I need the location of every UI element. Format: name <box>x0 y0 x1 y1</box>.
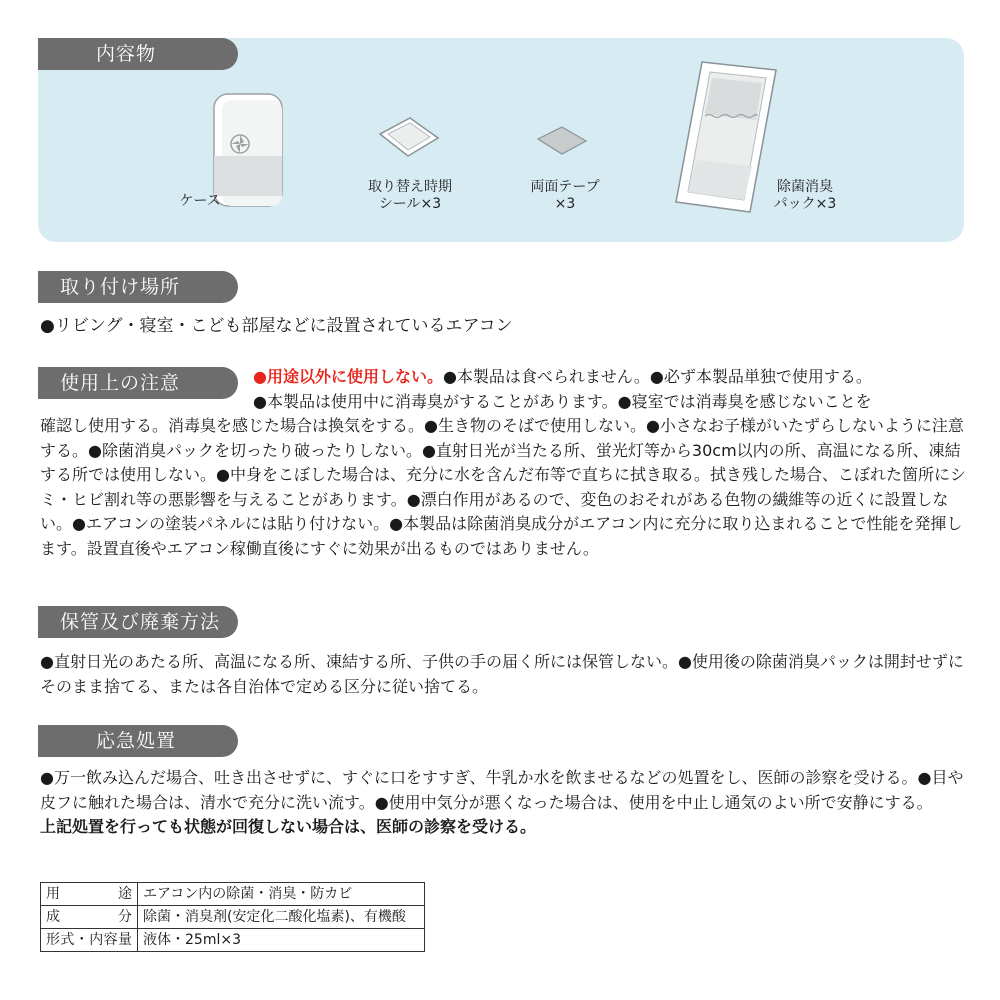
spec-value: エアコン内の除菌・消臭・防カビ <box>138 883 425 906</box>
caution-line1: ●本製品は食べられません。●必ず本製品単独で使用する。 <box>442 367 872 386</box>
item-label-tape: 両面テープ ×3 <box>530 179 600 212</box>
tape-icon <box>534 123 590 159</box>
spec-key: 成分 <box>41 906 138 929</box>
storage-title: 保管及び廃棄方法 <box>38 606 238 638</box>
caution-text <box>40 365 970 561</box>
table-row <box>41 906 425 929</box>
placement-text: ●リビング・寝室・こども部屋などに設置されているエアコン <box>40 316 513 336</box>
item-label-sticker: 取り替え時期 シール×3 <box>368 179 452 212</box>
sticker-icon <box>376 112 442 162</box>
storage-text: ●直射日光のあたる所、高温になる所、凍結する所、子供の手の届く所には保管しない。●使用後の除菌消臭パックは開封せずにそのまま捨てる、または各自治体で定める区分に従い捨てる。 <box>40 652 964 696</box>
table-row <box>41 883 425 906</box>
emergency-body: ●万一飲み込んだ場合、吐き出させずに、すぐに口をすすぎ、牛乳か水を飲ませるなどの処置をし、医師の診察を受ける。●目や皮フに触れた場合は、清水で充分に洗い流す。●使用中気分が悪くなった場合は、使用を中止し通気のよい所で安静にする。 <box>40 768 964 812</box>
emergency-title: 応急処置 <box>38 725 238 757</box>
placement-title: 取り付け場所 <box>38 271 238 303</box>
caution-body: 確認し使用する。消毒臭を感じた場合は換気をする。●生き物のそばで使用しない。●小さなお子様がいたずらしないように注意する。●除菌消臭パックを切ったり破ったりしない。●直射日光が当たる所、蛍光灯等から30cm以内の所、高温になる所、凍結する所では使用しない。●中身をこぼした場合は、充分に水を含んだ布等で直ちに拭き取る。拭き残した場合、こぼれた箇所にシミ・ヒビ割れ等の悪影響を与えることがあります。●漂白作用があるので、変色のおそれがある色物の繊維等の近くに設置しない。●エアコンの塗装パネルには貼り付けない。●本製品は除菌消臭成分がエアコン内に充分に取り込まれることで性能を発揮します。設置直後やエアコン稼働直後にすぐに効果が出るものではありません。 <box>40 416 966 558</box>
caution-line2: ●本製品は使用中に消毒臭がすることがあります。●寝室では消毒臭を感じないことを <box>253 391 872 411</box>
spec-value: 液体・25ml×3 <box>138 929 425 952</box>
emergency-text <box>40 766 970 840</box>
case-icon <box>208 90 288 210</box>
caution-warning: ●用途以外に使用しない。 <box>253 367 443 386</box>
contents-title: 内容物 <box>38 38 238 70</box>
item-label-pack: 除菌消臭 パック×3 <box>773 179 837 212</box>
spec-key: 形式・内容量 <box>41 929 138 952</box>
spec-value: 除菌・消臭剤(安定化二酸化塩素)、有機酸 <box>138 906 425 929</box>
item-label-case: ケース <box>179 193 221 209</box>
spec-table <box>40 882 425 952</box>
emergency-bold: 上記処置を行っても状態が回復しない場合は、医師の診察を受ける。 <box>40 817 537 836</box>
caution-title: 使用上の注意 <box>38 367 238 399</box>
spec-key: 用途 <box>41 883 138 906</box>
table-row <box>41 929 425 952</box>
